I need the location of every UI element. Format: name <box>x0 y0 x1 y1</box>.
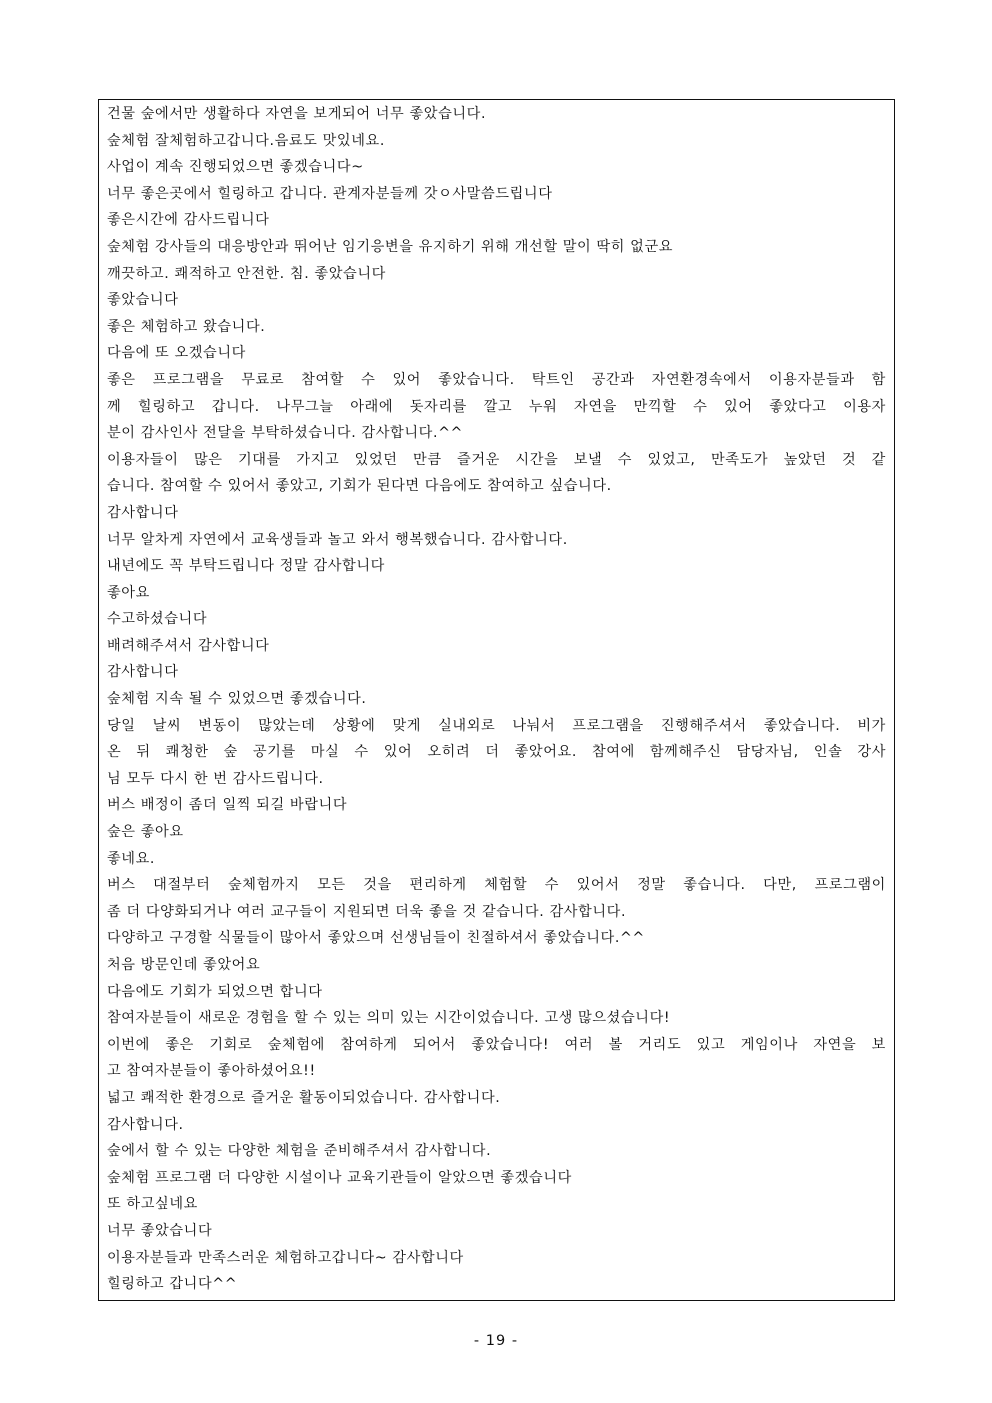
feedback-line: 버스 대절부터 숲체험까지 모든 것을 편리하게 체험할 수 있어서 정말 좋습니다. 다만, 프로그램이 <box>107 877 886 894</box>
feedback-line: 고 참여자분들이 좋아하셨어요!! <box>107 1063 316 1080</box>
page-number: - 19 - <box>473 1333 519 1349</box>
feedback-line: 다양하고 구경할 식물들이 많아서 좋았으며 선생님들이 친절하셔서 좋았습니다.^^ <box>107 930 645 947</box>
feedback-line: 처음 방문인데 좋았어요 <box>107 957 261 973</box>
feedback-line: 좋아요 <box>107 584 150 601</box>
feedback-line: 감사합니다. <box>107 1116 184 1133</box>
feedback-line: 숲체험 잘체험하고갑니다.음료도 맛있네요. <box>107 132 385 149</box>
feedback-line: 숲체험 프로그램 더 다양한 시설이나 교육기관들이 알았으면 좋겠습니다 <box>107 1169 572 1186</box>
feedback-line: 다음에 또 오겠습니다 <box>107 345 246 362</box>
feedback-line: 좋은 체험하고 왔습니다. <box>107 318 266 335</box>
feedback-line: 버스 배정이 좀더 일찍 되길 바랍니다 <box>107 797 348 814</box>
feedback-line: 너무 좋은곳에서 힐링하고 갑니다. 관계자분들께 갓ㅇ사말씀드립니다 <box>107 185 553 202</box>
feedback-table-cell <box>98 99 895 1301</box>
feedback-line: 습니다. 참여할 수 있어서 좋았고, 기회가 된다면 다음에도 참여하고 싶습니다. <box>107 478 612 495</box>
feedback-line: 다음에도 기회가 되었으면 합니다 <box>107 983 323 1000</box>
feedback-line: 이용자분들과 만족스러운 체험하고갑니다~ 감사합니다 <box>107 1249 464 1266</box>
feedback-line: 숲은 좋아요 <box>107 824 184 841</box>
feedback-line: 넓고 쾌적한 환경으로 즐거운 활동이되었습니다. 감사합니다. <box>107 1089 501 1106</box>
feedback-line: 숲체험 지속 될 수 있었으면 좋겠습니다. <box>107 691 367 708</box>
feedback-line: 힐링하고 갑니다^^ <box>107 1276 238 1293</box>
feedback-line: 좋았습니다 <box>107 292 179 309</box>
feedback-line: 좋은 프로그램을 무료로 참여할 수 있어 좋았습니다. 탁트인 공간과 자연환경속에서 이용자분들과 함 <box>107 371 886 388</box>
feedback-line: 님 모두 다시 한 번 감사드립니다. <box>107 770 324 787</box>
feedback-line: 감사합니다 <box>107 504 179 521</box>
feedback-line: 께 힐링하고 갑니다. 나무그늘 아래에 돗자리를 깔고 누워 자연을 만끽할 수 있어 좋았다고 이용자 <box>107 398 886 415</box>
feedback-line: 사업이 계속 진행되었으면 좋겠습니다~ <box>107 159 364 176</box>
feedback-list <box>107 101 886 1298</box>
feedback-line: 당일 날씨 변동이 많았는데 상황에 맞게 실내외로 나눠서 프로그램을 진행해주셔서 좋았습니다. 비가 <box>107 717 886 734</box>
feedback-line: 숲체험 강사들의 대응방안과 뛰어난 임기응변을 유지하기 위해 개선할 말이 딱히 없군요 <box>107 238 674 255</box>
feedback-line: 온 뒤 쾌청한 숲 공기를 마실 수 있어 오히려 더 좋았어요. 참여에 함께해주신 담당자님, 인솔 강사 <box>107 744 886 761</box>
feedback-line: 숲에서 할 수 있는 다양한 체험을 준비해주셔서 감사합니다. <box>107 1143 492 1160</box>
feedback-line: 좋네요. <box>107 850 156 867</box>
feedback-line: 감사합니다 <box>107 664 179 681</box>
feedback-line: 건물 숲에서만 생활하다 자연을 보게되어 너무 좋았습니다. <box>107 106 487 122</box>
feedback-line: 분이 감사인사 전달을 부탁하셨습니다. 감사합니다.^^ <box>107 425 464 442</box>
feedback-line: 너무 알차게 자연에서 교육생들과 놀고 와서 행복했습니다. 감사합니다. <box>107 531 568 548</box>
feedback-line: 좀 더 다양화되거나 여러 교구들이 지원되면 더욱 좋을 것 같습니다. 감사합니다. <box>107 903 627 920</box>
feedback-line: 배려해주셔서 감사합니다 <box>107 637 270 654</box>
feedback-line: 좋은시간에 감사드립니다 <box>107 212 270 229</box>
feedback-line: 깨끗하고. 쾌적하고 안전한. 침. 좋았습니다 <box>107 265 386 282</box>
feedback-line: 내년에도 꼭 부탁드립니다 정말 감사합니다 <box>107 558 385 575</box>
feedback-line: 또 하고싶네요 <box>107 1196 198 1213</box>
feedback-line: 너무 좋았습니다 <box>107 1222 213 1239</box>
feedback-line: 참여자분들이 새로운 경험을 할 수 있는 의미 있는 시간이었습니다. 고생 많으셨습니다! <box>107 1010 671 1027</box>
feedback-line: 수고하셨습니다 <box>107 611 208 628</box>
feedback-line: 이번에 좋은 기회로 숲체험에 참여하게 되어서 좋았습니다! 여러 볼 거리도 있고 게임이나 자연을 보 <box>107 1036 886 1053</box>
feedback-line: 이용자들이 많은 기대를 가지고 있었던 만큼 즐거운 시간을 보낼 수 있었고, 만족도가 높았던 것 같 <box>107 451 886 468</box>
